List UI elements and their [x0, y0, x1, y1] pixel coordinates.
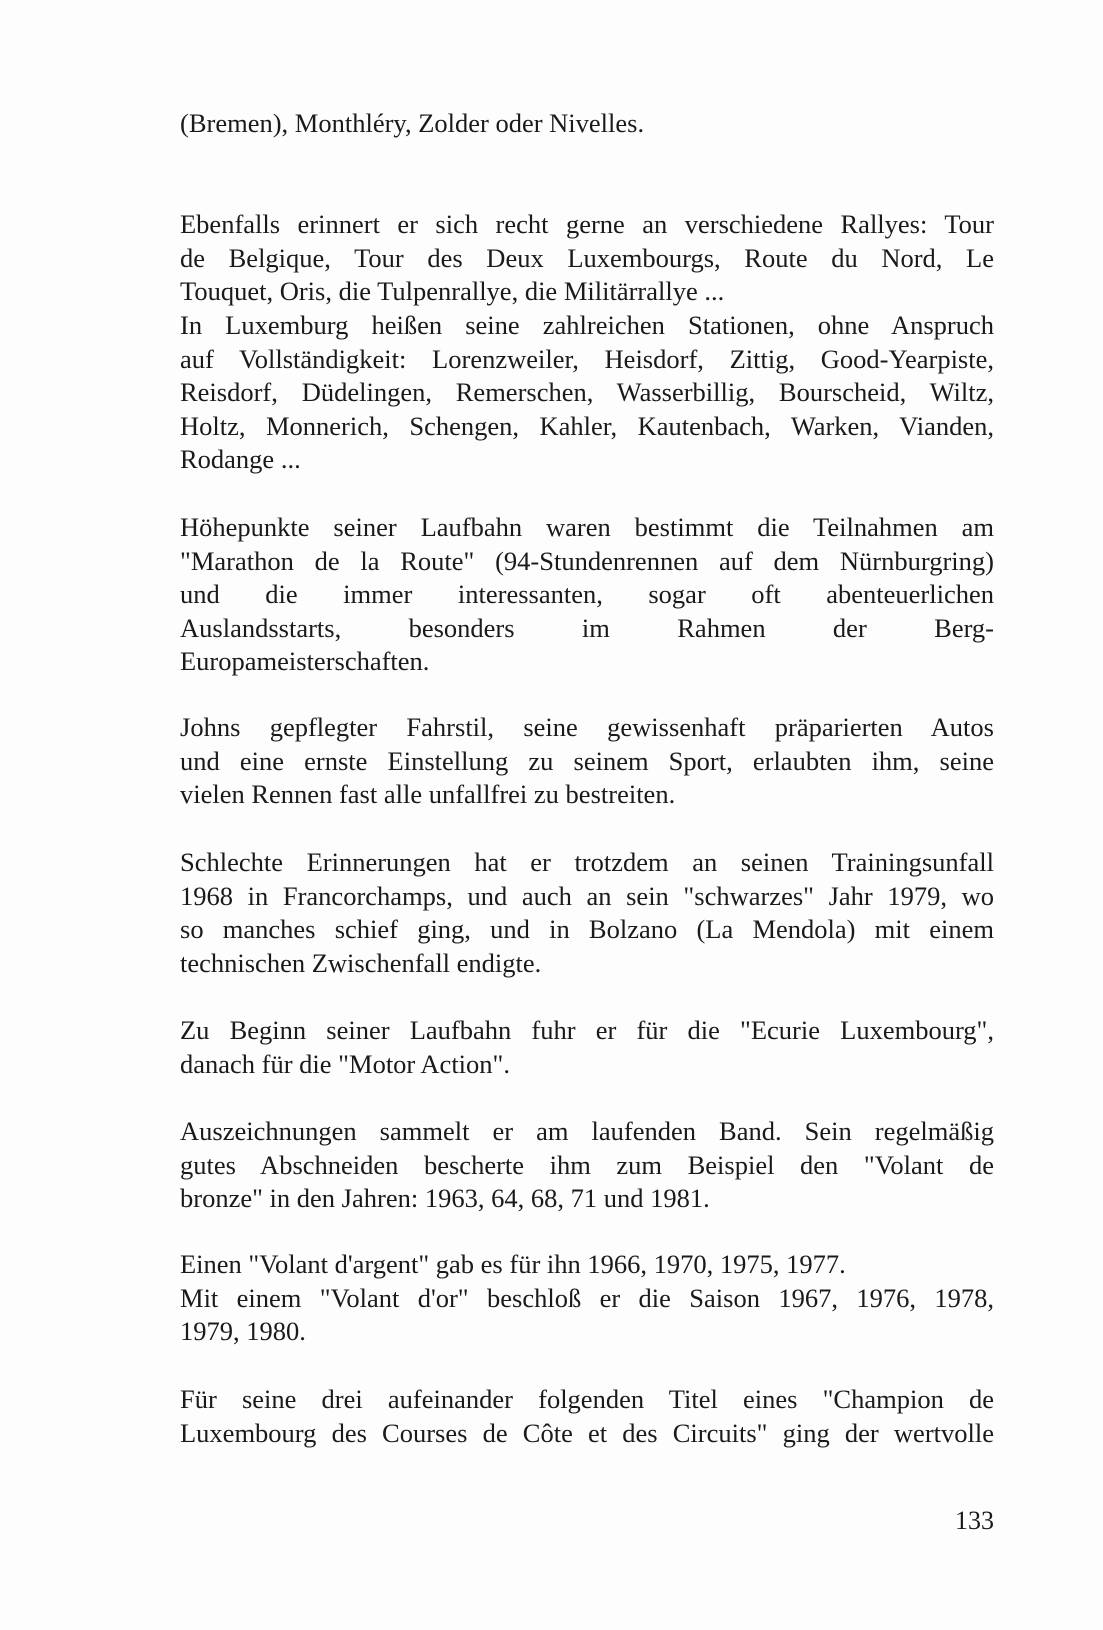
paragraph-9: [180, 1248, 994, 1349]
text-line: Reisdorf, Düdelingen, Remerschen, Wasserbillig, Bourscheid, Wiltz,: [180, 377, 994, 407]
text-line: Touquet, Oris, die Tulpenrallye, die Militärrallye ...: [180, 276, 725, 306]
text-line: 1979, 1980.: [180, 1316, 306, 1346]
text-line: de Belgique, Tour des Deux Luxembourgs, Route du Nord, Le: [180, 242, 994, 273]
text-line: Höhepunkte seiner Laufbahn waren bestimmt die Teilnahmen am: [180, 512, 994, 542]
text-line: danach für die "Motor Action".: [180, 1048, 510, 1079]
paragraph-5: [180, 711, 994, 812]
text-line: vielen Rennen fast alle unfallfrei zu bestreiten.: [180, 779, 676, 809]
text-line: (Bremen), Monthléry, Zolder oder Nivelles.: [180, 108, 645, 138]
text-line: 1968 in Francorchamps, und auch an sein "schwarzes" Jahr 1979, wo: [180, 880, 994, 911]
paragraph-1: [180, 107, 994, 141]
paragraph-3: [180, 309, 994, 477]
text-line: Holtz, Monnerich, Schengen, Kahler, Kautenbach, Warken, Vianden,: [180, 410, 994, 441]
text-line: so manches schief ging, und in Bolzano (La Mendola) mit einem: [180, 914, 994, 944]
text-line: Europameisterschaften.: [180, 646, 430, 676]
text-line: In Luxemburg heißen seine zahlreichen Stationen, ohne Anspruch: [180, 310, 994, 340]
text-line: und eine ernste Einstellung zu seinem Sport, erlaubten ihm, seine: [180, 745, 994, 776]
text-line: Schlechte Erinnerungen hat er trotzdem an seinen Trainingsunfall: [180, 847, 994, 877]
paragraph-6: [180, 846, 994, 980]
text-line: Einen "Volant d'argent" gab es für ihn 1966, 1970, 1975, 1977.: [180, 1249, 846, 1279]
text-line: Johns gepflegter Fahrstil, seine gewissenhaft präparierten Autos: [180, 712, 994, 742]
text-line: Ebenfalls erinnert er sich recht gerne an verschiedene Rallyes: Tour: [180, 209, 994, 239]
text-line: und die immer interessanten, sogar oft abenteuerlichen: [180, 579, 994, 609]
paragraph-8: [180, 1115, 994, 1216]
page-number: 133: [955, 1506, 994, 1535]
text-line: Für seine drei aufeinander folgenden Titel eines "Champion de: [180, 1384, 994, 1414]
text-line: technischen Zwischenfall endigte.: [180, 947, 542, 978]
text-line: bronze" in den Jahren: 1963, 64, 68, 71 und 1981.: [180, 1183, 710, 1213]
text-line: Zu Beginn seiner Laufbahn fuhr er für die "Ecurie Luxembourg",: [180, 1015, 994, 1045]
text-line: Mit einem "Volant d'or" beschloß er die Saison 1967, 1976, 1978,: [180, 1282, 994, 1313]
paragraph-7: [180, 1014, 994, 1081]
text-line: Auszeichnungen sammelt er am laufenden Band. Sein regelmäßig: [180, 1116, 994, 1146]
text-line: "Marathon de la Route" (94-Stundenrennen auf dem Nürnburgring): [180, 545, 994, 576]
paragraph-2: [180, 208, 994, 309]
text-line: auf Vollständigkeit: Lorenzweiler, Heisdorf, Zittig, Good-Yearpiste,: [180, 343, 994, 374]
paragraph-4: [180, 511, 994, 679]
text-line: gutes Abschneiden bescherte ihm zum Beispiel den "Volant de: [180, 1149, 994, 1180]
text-line: Luxembourg des Courses de Côte et des Circuits" ging der wertvolle: [180, 1417, 994, 1448]
paragraph-10: [180, 1383, 994, 1450]
text-line: Auslandsstarts, besonders im Rahmen der Berg-: [180, 612, 994, 643]
text-line: Rodange ...: [180, 444, 301, 474]
